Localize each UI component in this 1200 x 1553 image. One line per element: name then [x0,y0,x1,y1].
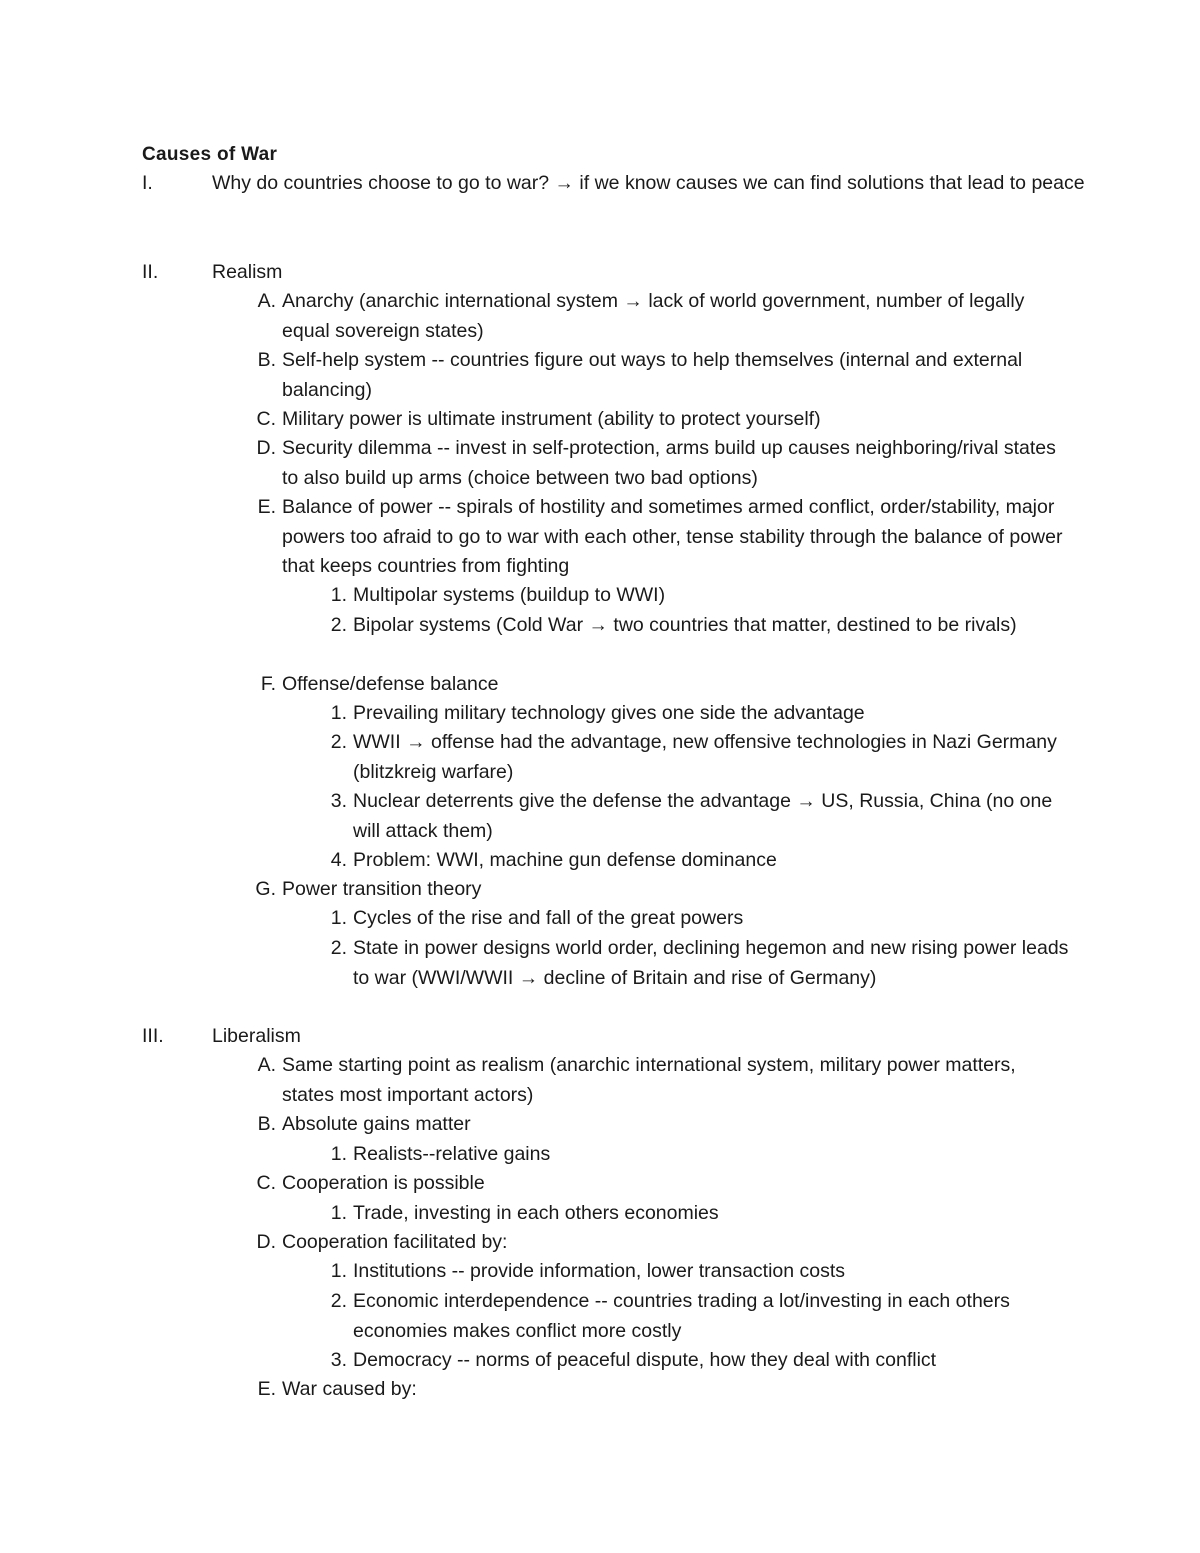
outline-item-text: Realists--relative gains [353,1143,551,1165]
outline-item-label: 1. [330,1143,347,1165]
outline-item-text: Why do countries choose to go to war? → if we know causes we can find solutions that lead to peace [212,172,1085,194]
outline-item-text: Absolute gains matter [282,1113,471,1135]
outline-item-label: A. [257,1054,276,1076]
outline-item-label: 1. [330,584,347,606]
outline-item-text: Cooperation facilitated by: [282,1231,508,1253]
outline-item-text: Same starting point as realism (anarchic international system, military power matters, states most important actors) [282,1054,1016,1106]
outline-item-label: 3. [330,1349,347,1371]
outline-item-text: Security dilemma -- invest in self-protection, arms build up causes neighboring/rival states to also build up arms (choice between two bad options) [282,437,1056,489]
outline-item-text: Offense/defense balance [282,673,499,695]
outline-item-label: 2. [330,1290,347,1312]
outline-item-label: 4. [330,849,347,871]
outline-item-text: Realism [212,261,283,283]
outline-item-text: War caused by: [282,1378,417,1400]
outline-item-label: II. [142,261,159,283]
outline-item-text: Cycles of the rise and fall of the great powers [353,907,744,929]
outline-item-text: Problem: WWI, machine gun defense dominance [353,849,777,871]
outline-item-text: Nuclear deterrents give the defense the advantage → US, Russia, China (no one will attack them) [353,790,1053,842]
outline-item-text: Prevailing military technology gives one side the advantage [353,702,865,724]
outline-item-text: Democracy -- norms of peaceful dispute, how they deal with conflict [353,1349,937,1371]
outline-item-text: Power transition theory [282,878,482,900]
outline-item-label: E. [257,496,276,518]
outline-item-label: 2. [330,937,347,959]
outline-item-text: WWII → offense had the advantage, new offensive technologies in Nazi Germany (blitzkreig warfare) [353,731,1057,783]
outline-item-label: 3. [330,790,347,812]
outline-item-label: G. [255,878,276,900]
outline-item-label: 1. [330,907,347,929]
outline-item-text: Military power is ultimate instrument (ability to protect yourself) [282,408,821,430]
outline-item-label: F. [260,673,276,695]
outline-item-text: Trade, investing in each others economies [353,1202,719,1224]
outline-item-label: C. [256,1172,276,1194]
outline-item-label: B. [257,1113,276,1135]
outline-item-label: D. [256,1231,276,1253]
outline-item-text: Institutions -- provide information, lower transaction costs [353,1260,846,1282]
outline-item-text: Self-help system -- countries figure out ways to help themselves (internal and external balancing) [282,349,1023,401]
outline-item-label: A. [257,290,276,312]
outline-item-label: 1. [330,702,347,724]
outline-item-label: E. [257,1378,276,1400]
outline-item-label: C. [256,408,276,430]
outline-item-text: Liberalism [212,1025,301,1047]
outline-item-text: Anarchy (anarchic international system → lack of world government, number of legally equal sovereign states) [282,290,1025,342]
outline-item-text: Bipolar systems (Cold War → two countries that matter, destined to be rivals) [353,614,1017,636]
outline-item-label: 2. [330,731,347,753]
outline-item-text: Multipolar systems (buildup to WWI) [353,584,666,606]
outline-item-text: Economic interdependence -- countries trading a lot/investing in each others economies makes conflict more costly [353,1290,1010,1342]
outline-item-label: 1. [330,1260,347,1282]
outline-item-label: 2. [330,614,347,636]
outline-item-label: 1. [330,1202,347,1224]
outline-item-label: D. [256,437,276,459]
outline-item-text: State in power designs world order, declining hegemon and new rising power leads to war (WWI/WWII → decline of Britain and rise of Germany) [353,937,1069,989]
outline-item-label: I. [142,172,153,194]
outline-item-text: Cooperation is possible [282,1172,485,1194]
document-title: Causes of War [142,144,278,165]
outline-item-text: Balance of power -- spirals of hostility and sometimes armed conflict, order/stability, major powers too afraid to go to war with each other, tense stability through the balance of power that keeps countries from fighting [282,496,1063,577]
outline-item-label: III. [142,1025,164,1047]
outline-item-label: B. [257,349,276,371]
